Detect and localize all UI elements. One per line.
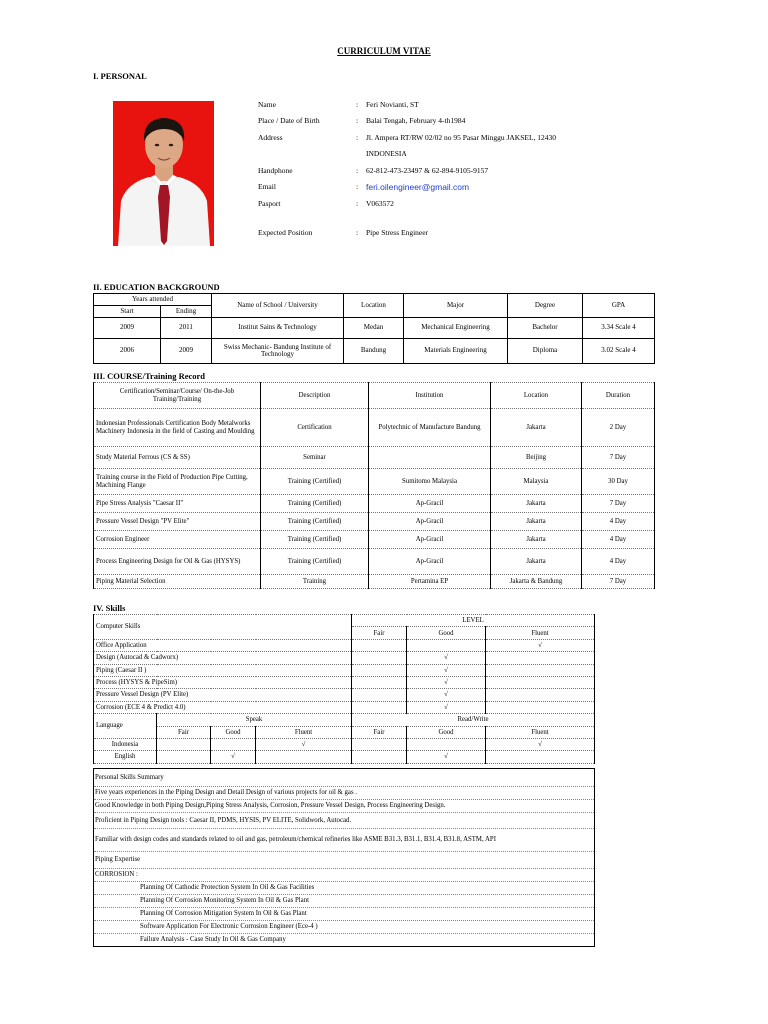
cell-location: Jakarta (491, 409, 582, 447)
table-row (94, 676, 595, 688)
info-colon: : (356, 182, 359, 192)
cell-duration: 7 Day (582, 447, 655, 469)
header-good: Good (407, 726, 486, 738)
check-good: √ (407, 652, 486, 664)
header-good: Good (407, 627, 486, 639)
cell-location: Jakarta (491, 531, 582, 549)
corrosion-item: Software Application For Electronic Corrosion Engineer (Ece-4 ) (94, 921, 594, 934)
section-skills-heading: IV. Skills (93, 603, 126, 613)
check-fluent (486, 676, 595, 688)
table-row (94, 664, 595, 676)
skill-name: Office Application (94, 639, 352, 651)
corrosion-item: Failure Analysis - Case Study In Oil & Gas Company (140, 936, 286, 943)
table-row (94, 495, 655, 513)
info-row-birth (258, 113, 658, 130)
table-row (94, 639, 595, 651)
cell-degree: Bachelor (508, 318, 583, 339)
info-colon: : (356, 198, 359, 208)
cell-description: Training (Certified) (261, 531, 369, 549)
check-fluent (486, 652, 595, 664)
cell-location: Jakarta (491, 513, 582, 531)
header-fair: Fair (352, 627, 407, 639)
header-major: Major (404, 294, 508, 318)
info-label: Address (258, 132, 283, 142)
check-speak-fluent: √ (256, 738, 352, 750)
cell-institution: Ap-Gracil (369, 495, 491, 513)
check-fair (352, 639, 407, 651)
check-good: √ (407, 676, 486, 688)
header-school: Name of School / University (212, 294, 344, 318)
speak-header: Speak (157, 714, 352, 726)
check-speak-fluent (256, 751, 352, 763)
table-row (94, 339, 655, 364)
table-row (94, 447, 655, 469)
cell-course-name: Corrosion Engineer (94, 531, 261, 549)
check-speak-fair (157, 738, 211, 750)
table-row (94, 318, 655, 339)
info-value-birth: Balai Tengah, February 4-th1984 (366, 116, 466, 126)
table-row (94, 531, 655, 549)
table-row (94, 689, 595, 701)
header-certification: Certification/Seminar/Course/ On-the-Job Training/Training (94, 383, 261, 409)
summary-line: Five years experiences in the Piping Design and Detail Design of various projects for oil & gas . (94, 787, 594, 800)
cell-duration: 4 Day (582, 549, 655, 575)
summary-heading: Personal Skills Summary (94, 769, 594, 787)
info-label: Handphone (258, 165, 293, 175)
check-fair (352, 664, 407, 676)
table-row (94, 652, 595, 664)
section-personal-heading: I. PERSONAL (93, 71, 147, 81)
header-location: Location (344, 294, 404, 318)
skill-name: Piping (Caesar II ) (94, 664, 352, 676)
cell-location: Beijing (491, 447, 582, 469)
check-fair (352, 689, 407, 701)
check-read-good: √ (407, 751, 486, 763)
check-speak-fair (157, 751, 211, 763)
header-location: Location (491, 383, 582, 409)
cell-description: Training (Certified) (261, 513, 369, 531)
cell-location: Jakarta (491, 549, 582, 575)
cell-duration: 7 Day (582, 495, 655, 513)
cell-description: Certification (261, 409, 369, 447)
cell-degree: Diploma (508, 339, 583, 364)
info-row-phone (258, 162, 658, 179)
check-read-fair (352, 751, 407, 763)
cell-start: 2006 (94, 339, 161, 364)
check-fair (352, 701, 407, 713)
skills-summary-box (93, 768, 595, 947)
header-fair: Fair (157, 726, 211, 738)
table-header-row (94, 615, 595, 627)
check-speak-good (211, 738, 256, 750)
skill-name: Corrosion (ECE 4 & Predict 4.0) (94, 701, 352, 713)
info-value-phone: 62-812-473-23497 & 62-894-9105-9157 (366, 165, 489, 175)
info-value-passport: V063572 (366, 198, 394, 208)
person-portrait-icon (113, 101, 214, 246)
table-row (94, 549, 655, 575)
table-header-row (94, 294, 655, 306)
cell-institution: Polytechnic of Manufacture Bandung (369, 409, 491, 447)
check-speak-good: √ (211, 751, 256, 763)
cell-gpa: 3.02 Scale 4 (583, 339, 655, 364)
info-label: Name (258, 99, 276, 109)
summary-line: Proficient in Piping Design tools : Caesar II, PDMS, HYSIS, PV ELITE, Solidwork, Autocad. (94, 813, 594, 829)
info-value-country: INDONESIA (366, 149, 407, 159)
language-header-row (94, 714, 595, 726)
info-label: Expected Position (258, 228, 313, 238)
corrosion-item: Planning Of Corrosion Mitigation System In Oil & Gas Plant (94, 908, 594, 921)
cell-location: Jakarta & Bandung (491, 575, 582, 589)
cell-description: Training (Certified) (261, 469, 369, 495)
table-row (94, 701, 595, 713)
cell-school: Institut Sains & Technology (212, 318, 344, 339)
info-label: Pasport (258, 198, 281, 208)
header-fluent: Fluent (486, 726, 595, 738)
cell-duration: 7 Day (582, 575, 655, 589)
skill-name: Pressure Vessel Design (PV Elite) (94, 689, 352, 701)
cell-institution: Ap-Gracil (369, 531, 491, 549)
header-years: Years attended (94, 294, 212, 306)
header-fair: Fair (352, 726, 407, 738)
cell-end: 2011 (161, 318, 212, 339)
info-row-country (258, 146, 658, 163)
cell-location: Medan (344, 318, 404, 339)
cell-duration: 4 Day (582, 513, 655, 531)
info-row-passport (258, 195, 658, 212)
cell-description: Training (261, 575, 369, 589)
cell-institution: Ap-Gracil (369, 549, 491, 575)
course-table (93, 382, 655, 589)
table-row (94, 409, 655, 447)
cell-start: 2009 (94, 318, 161, 339)
check-fluent (486, 701, 595, 713)
header-ending: Ending (161, 306, 212, 318)
cell-course-name: Piping Material Selection (94, 575, 261, 589)
cell-location: Jakarta (491, 495, 582, 513)
cell-description: Training (Certified) (261, 495, 369, 513)
check-fluent (486, 689, 595, 701)
cell-duration: 2 Day (582, 409, 655, 447)
header-good: Good (211, 726, 256, 738)
corrosion-item: Planning Of Corrosion Monitoring System In Oil & Gas Plant (94, 895, 594, 908)
check-read-fair (352, 738, 407, 750)
header-description: Description (261, 383, 369, 409)
language-label: Language (94, 714, 157, 739)
corrosion-label: CORROSION : (94, 869, 594, 882)
table-header-row (94, 383, 655, 409)
check-fluent (486, 664, 595, 676)
check-good: √ (407, 701, 486, 713)
header-fluent: Fluent (256, 726, 352, 738)
skill-name: Design (Autocad & Cadworx) (94, 652, 352, 664)
table-row (94, 575, 655, 589)
info-row-name (258, 96, 658, 113)
header-degree: Degree (508, 294, 583, 318)
cell-course-name: Study Material Ferrous (CS & SS) (94, 447, 261, 469)
corrosion-item: Planning Of Cathodic Protection System In Oil & Gas Facilities (94, 882, 594, 895)
cell-location: Malaysia (491, 469, 582, 495)
info-colon: : (356, 228, 359, 238)
cell-course-name: Pressure Vessel Design "PV Elite" (94, 513, 261, 531)
cell-course-name: Indonesian Professionals Certification Body Metalworks Machinery Indonesia in the field of Casting and Moulding (94, 409, 261, 447)
table-row (94, 751, 595, 763)
check-read-fluent: √ (486, 738, 595, 750)
cell-end: 2009 (161, 339, 212, 364)
info-label: Place / Date of Birth (258, 116, 320, 126)
cell-school: Swiss Mechanic- Bandung Institute of Technology (212, 339, 344, 364)
header-institution: Institution (369, 383, 491, 409)
header-start: Start (94, 306, 161, 318)
language-name: English (94, 751, 157, 763)
info-label: Email (258, 182, 276, 192)
info-colon: : (356, 165, 359, 175)
info-colon: : (356, 99, 359, 109)
profile-photo (113, 101, 214, 246)
cell-description: Seminar (261, 447, 369, 469)
check-fluent: √ (486, 639, 595, 651)
info-row-email (258, 179, 658, 196)
document-title: CURRICULUM VITAE (337, 46, 431, 56)
cell-institution: Ap-Gracil (369, 513, 491, 531)
cell-duration: 4 Day (582, 531, 655, 549)
table-row (94, 469, 655, 495)
skill-name: Process (HYSYS & PipeSim) (94, 676, 352, 688)
check-read-good (407, 738, 486, 750)
language-subheader-row (94, 726, 595, 738)
cell-course-name: Pipe Stress Analysis "Caesar II" (94, 495, 261, 513)
education-table (93, 293, 655, 364)
check-good: √ (407, 689, 486, 701)
info-colon: : (356, 132, 359, 142)
cell-course-name: Process Engineering Design for Oil & Gas (HYSYS) (94, 549, 261, 575)
cell-gpa: 3.34 Scale 4 (583, 318, 655, 339)
cell-institution (369, 447, 491, 469)
cell-description: Training (Certified) (261, 549, 369, 575)
cell-major: Mechanical Engineering (404, 318, 508, 339)
info-value-name: Feri Novianti, ST (366, 99, 419, 109)
cell-institution: Pertamina EP (369, 575, 491, 589)
personal-info (258, 96, 658, 241)
info-colon: : (356, 116, 359, 126)
language-name: Indonesia (94, 738, 157, 750)
read-write-header: Read/Write (352, 714, 595, 726)
table-row (94, 513, 655, 531)
cell-location: Bandung (344, 339, 404, 364)
cell-major: Materials Engineering (404, 339, 508, 364)
piping-expertise-label: Piping Expertise (94, 852, 594, 869)
info-value-expected: Pipe Stress Engineer (366, 228, 429, 238)
computer-skills-label: Computer Skills (94, 615, 352, 640)
info-value-address: Jl. Ampera RT/RW 02/02 no 95 Pasar Minggu JAKSEL, 12430 (366, 132, 557, 142)
check-good (407, 639, 486, 651)
section-education-heading: II. EDUCATION BACKGROUND (93, 282, 220, 292)
check-fair (352, 652, 407, 664)
check-read-fluent (486, 751, 595, 763)
table-row (94, 738, 595, 750)
cell-duration: 30 Day (582, 469, 655, 495)
info-row-address (258, 129, 658, 146)
skills-table (93, 614, 595, 764)
email-link[interactable]: feri.oilengineer@gmail.com (366, 181, 470, 192)
header-duration: Duration (582, 383, 655, 409)
summary-line: Familiar with design codes and standards related to oil and gas, petroleum/chemical refineries like ASME B31.3, B31.1, B31.4, B31.8, ASTM, API (94, 829, 594, 852)
cell-course-name: Training course in the Field of Production Pipe Cutting, Machining Flange (94, 469, 261, 495)
check-fair (352, 676, 407, 688)
info-row-expected (258, 225, 658, 242)
summary-line: Good Knowledge in both Piping Design,Piping Stress Analysis, Corrosion, Pressure Vessel Design, Process Engineering Design. (94, 800, 594, 813)
header-fluent: Fluent (486, 627, 595, 639)
cell-institution: Sumitomo Malaysia (369, 469, 491, 495)
level-header: LEVEL (352, 615, 595, 627)
check-good: √ (407, 664, 486, 676)
section-course-heading: III. COURSE/Training Record (93, 371, 206, 381)
header-gpa: GPA (583, 294, 655, 318)
